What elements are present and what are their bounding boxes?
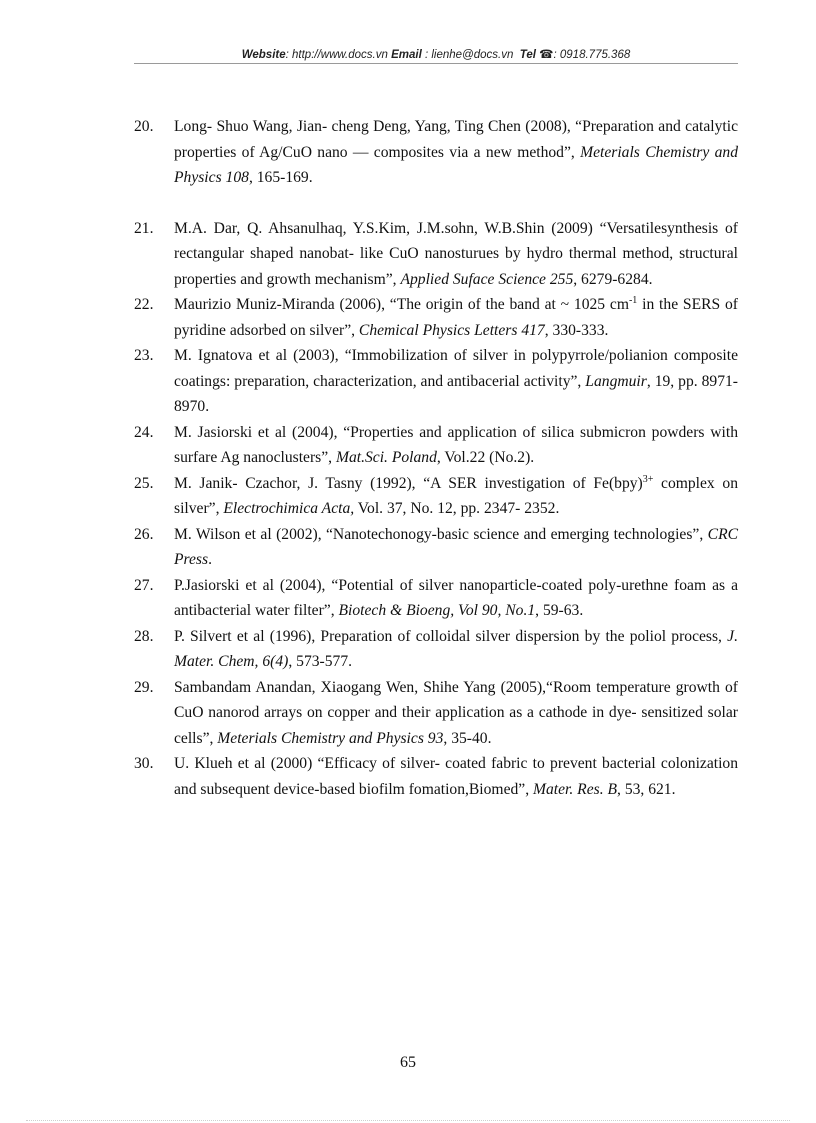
reference-journal: Mat.Sci. Poland: [335, 449, 437, 466]
reference-text: Long- Shuo Wang, Jian- cheng Deng, Yang, Ting Chen (2008), “Preparation and catalytic properties of Ag/CuO nano — composites via a new method”,: [174, 118, 738, 161]
reference-journal: Langmuir: [585, 372, 647, 390]
reference-text: P.Jasiorski et al (2004), “Potential of silver nanoparticle-coated poly-urethne foam as a antibacterial water filter”,: [174, 576, 738, 619]
reference-journal: Biotech & Bioeng, Vol 90, No.1: [338, 602, 536, 619]
reference-number: 22.: [134, 296, 154, 313]
reference-item: [134, 675, 738, 752]
page-bottom-divider: [26, 1120, 790, 1121]
tel-label: Tel: [519, 49, 536, 61]
reference-text: M. Wilson et al (2002), “Nanotechonogy-basic science and emerging technologies”,: [174, 525, 708, 543]
reference-tail: , 573-577.: [288, 653, 353, 670]
reference-journal: Mater. Res. B: [533, 780, 618, 798]
reference-journal: CRC Press: [174, 525, 738, 568]
reference-tail: , 165-169.: [248, 169, 313, 186]
reference-text: in the SERS of pyridine adsorbed on silver”,: [174, 296, 738, 339]
reference-text: M.A. Dar, Q. Ahsanulhaq, Y.S.Kim, J.M.sohn, W.B.Shin (2009) “Versatilesynthesis of rectangular shaped nanobat- like CuO nanosturues by hydro thermal method, structural properties and growth mechanism”,: [174, 219, 738, 288]
tel-value: : 0918.775.368: [553, 49, 631, 61]
reference-item: [134, 751, 738, 802]
page-header: [134, 47, 738, 61]
reference-number: 24.: [134, 423, 154, 441]
header-divider: [134, 63, 738, 64]
reference-tail: , 59-63.: [535, 602, 584, 619]
reference-tail: , 6279-6284.: [573, 270, 653, 288]
reference-item: [134, 292, 738, 343]
website-url[interactable]: : http://www.docs.vn: [285, 49, 388, 61]
reference-item: [134, 343, 738, 420]
reference-journal: Meterials Chemistry and Physics 108: [174, 143, 738, 186]
reference-tail: .: [208, 551, 212, 568]
reference-text: M. Ignatova et al (2003), “Immobilization of silver in polypyrrole/polianion composite coatings: preparation, characterization, and antibacerial activity”,: [174, 347, 738, 390]
reference-number: 25.: [134, 474, 154, 492]
reference-number: 21.: [134, 219, 154, 237]
reference-tail: , 19, pp. 8971-8970.: [174, 372, 738, 415]
reference-text: Sambandam Anandan, Xiaogang Wen, Shihe Yang (2005),“Room temperature growth of CuO nanorod arrays on copper and their application as a cathode in dye- sensitized solar cells”,: [174, 678, 738, 747]
reference-number: 28.: [134, 627, 154, 645]
reference-item: [134, 522, 738, 573]
reference-journal: Applied Suface Science 255: [400, 270, 574, 288]
reference-number: 20.: [134, 118, 154, 135]
reference-tail: , 330-333.: [544, 321, 609, 339]
reference-text: complex on silver”,: [174, 474, 738, 517]
reference-item: [134, 216, 738, 293]
email-label: Email: [391, 49, 422, 61]
reference-tail: , 53, 621.: [617, 780, 676, 798]
reference-number: 23.: [134, 347, 154, 364]
website-label: Website: [241, 49, 286, 61]
reference-item: [134, 573, 738, 624]
reference-tail: , Vol.22 (No.2).: [436, 449, 535, 466]
reference-item: [134, 114, 738, 191]
phone-icon: ☎: [539, 49, 554, 61]
reference-superscript: -1: [628, 295, 638, 306]
reference-text: M. Janik- Czachor, J. Tasny (1992), “A SER investigation of Fe(bpy): [174, 474, 643, 492]
reference-journal: Electrochimica Acta,: [223, 500, 355, 517]
reference-tail: , 35-40.: [443, 729, 492, 747]
reference-text: P. Silvert et al (1996), Preparation of colloidal silver dispersion by the poliol process,: [174, 627, 728, 645]
page-number: 65: [400, 1054, 416, 1071]
reference-number: 26.: [134, 525, 154, 543]
reference-text: Maurizio Muniz-Miranda (2006), “The origin of the band at ~ 1025 cm: [174, 296, 629, 313]
reference-journal: Chemical Physics Letters 417: [358, 321, 545, 339]
reference-number: 29.: [134, 678, 154, 696]
reference-tail: Vol. 37, No. 12, pp. 2347- 2352.: [354, 500, 560, 517]
email-value[interactable]: : lienhe@docs.vn: [421, 49, 514, 61]
reference-text: U. Klueh et al (2000) “Efficacy of silver- coated fabric to prevent bacterial colonization and subsequent device-based biofilm fomation,Biomed”,: [174, 755, 738, 798]
reference-number: 27.: [134, 576, 154, 594]
reference-list: [134, 114, 738, 802]
reference-journal: J. Mater. Chem, 6(4): [174, 627, 738, 670]
reference-item: [134, 420, 738, 471]
reference-item: [134, 624, 738, 675]
reference-number: 30.: [134, 755, 154, 772]
reference-text: M. Jasiorski et al (2004), “Properties and application of silica submicron powders with surfare Ag nanoclusters”,: [174, 423, 738, 466]
reference-superscript: 3+: [642, 473, 654, 485]
reference-item: [134, 471, 738, 522]
reference-journal: Meterials Chemistry and Physics 93: [217, 729, 444, 747]
